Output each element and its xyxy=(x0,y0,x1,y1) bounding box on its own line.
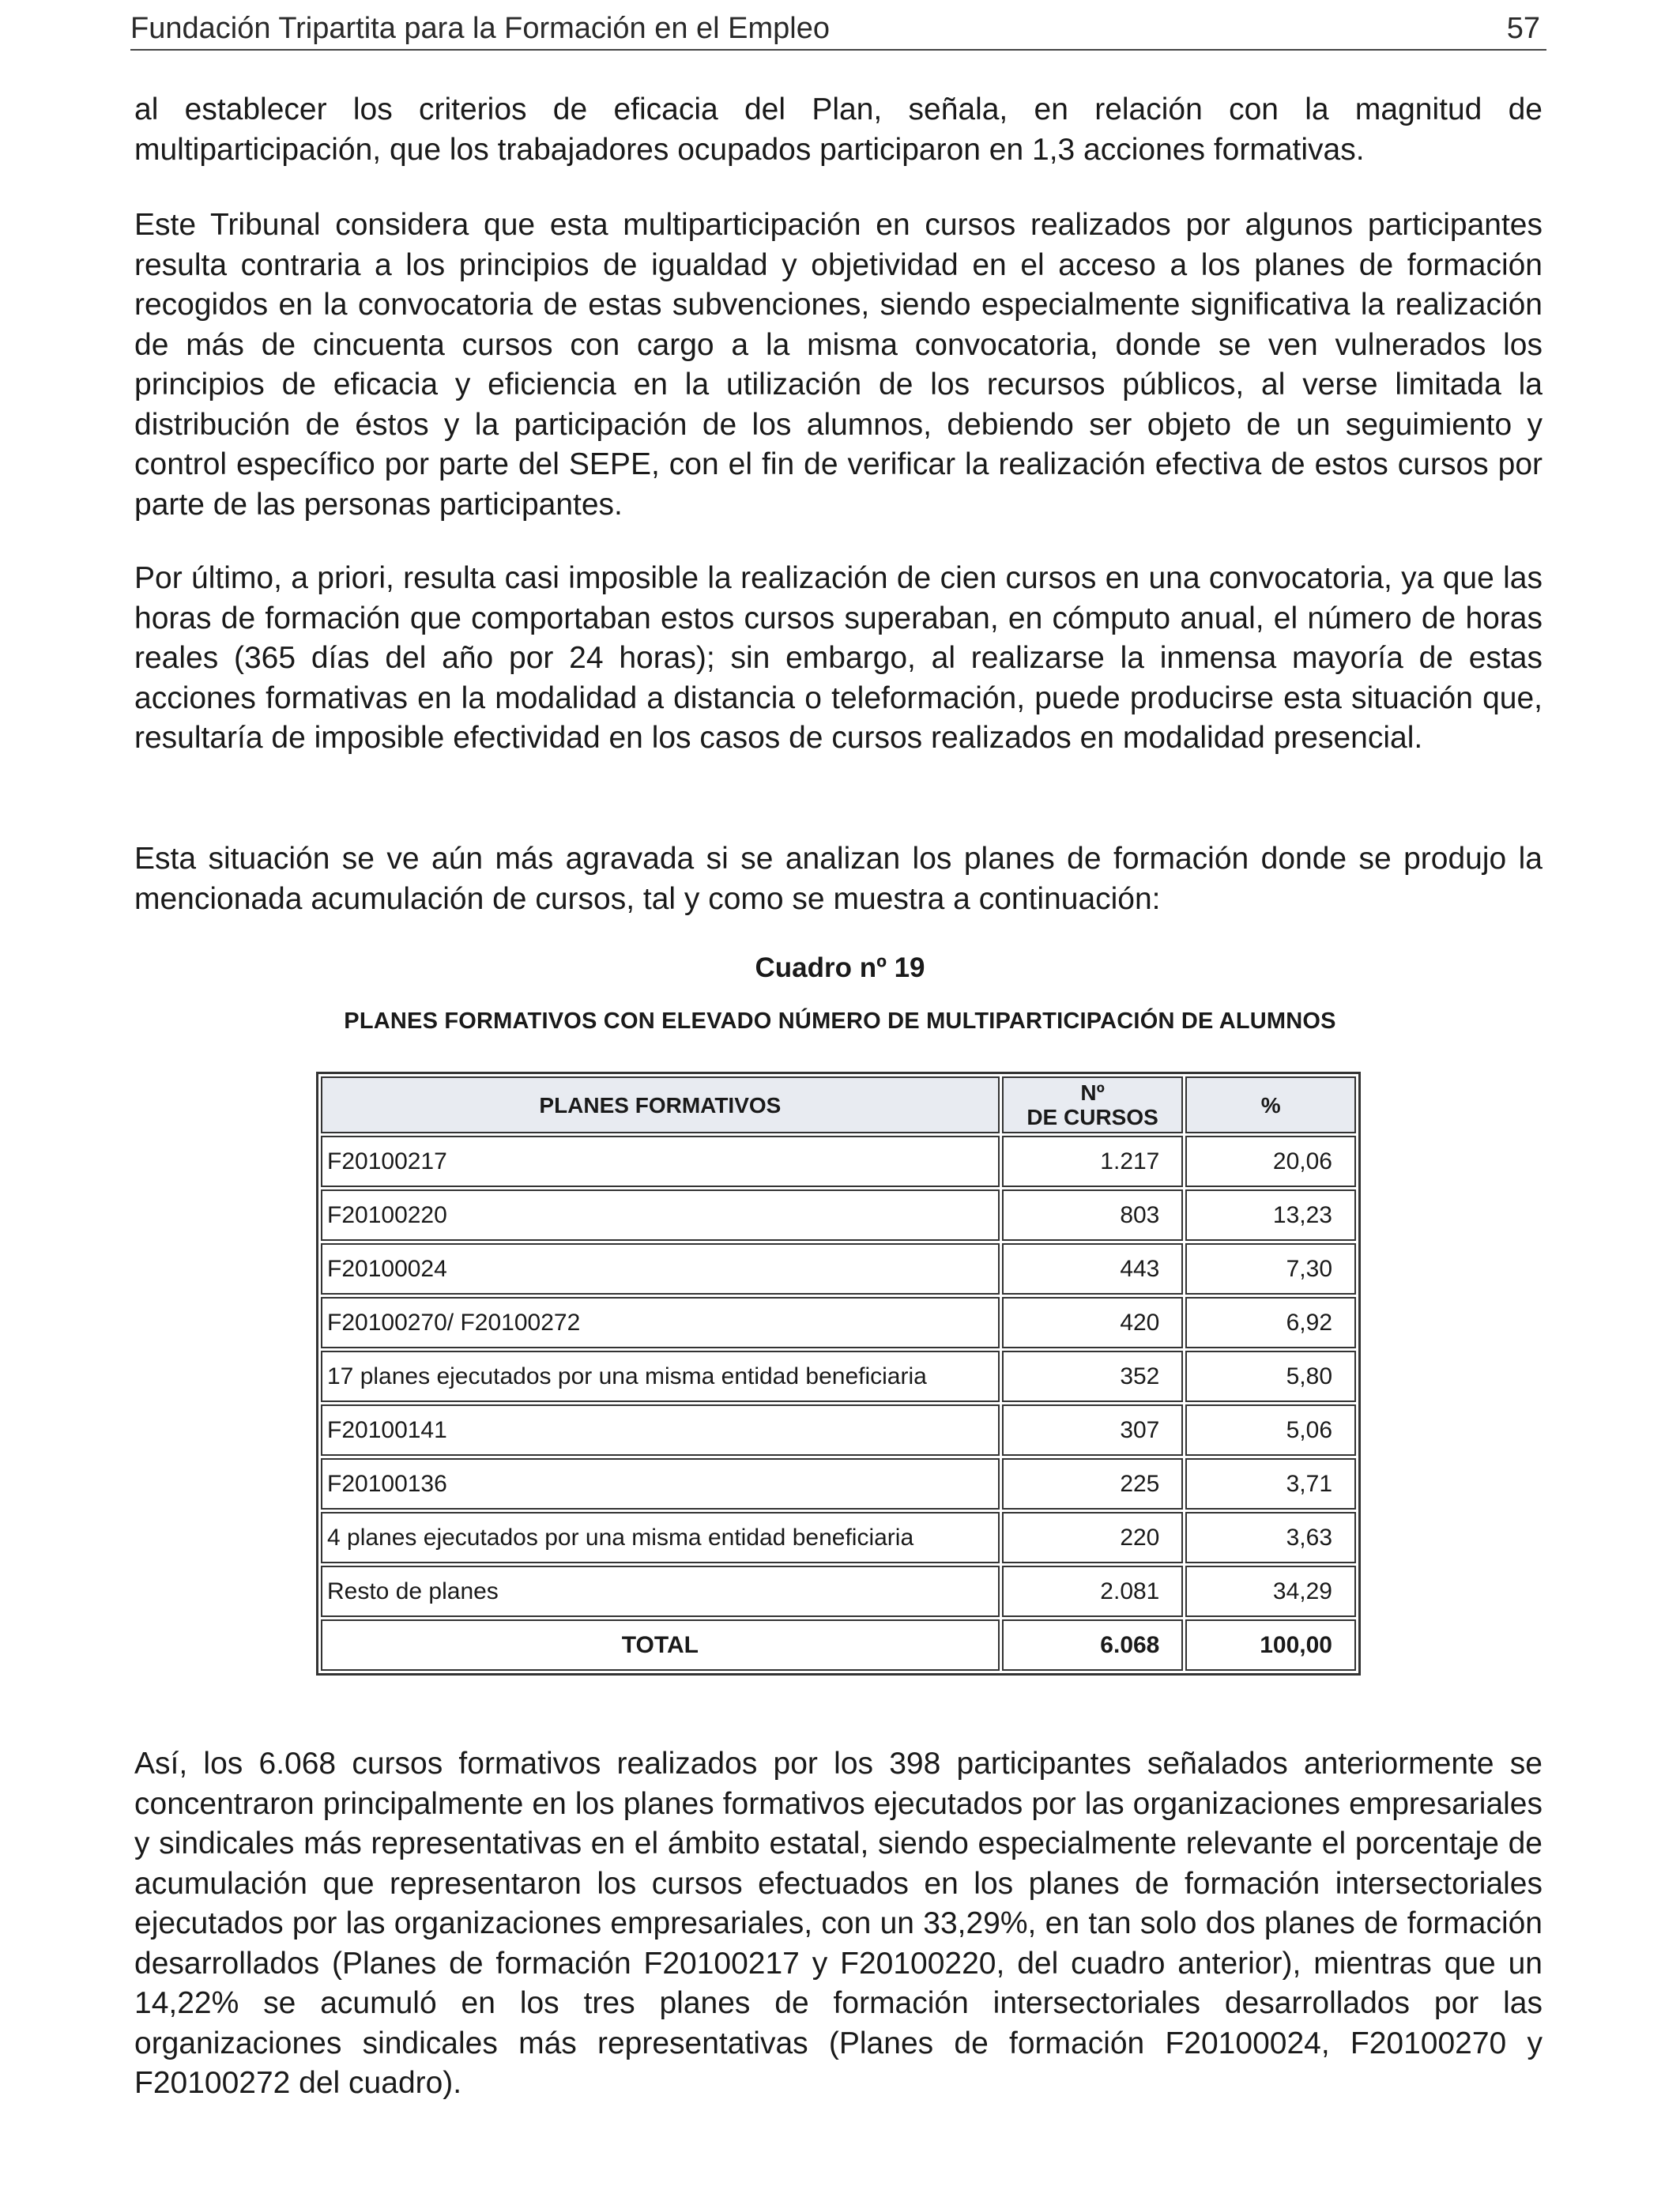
page-header xyxy=(130,8,1546,51)
table-row xyxy=(321,1512,1356,1563)
cell-percent: 5,06 xyxy=(1185,1404,1356,1456)
cell-plan: F20100141 xyxy=(321,1404,1000,1456)
cell-courses: 803 xyxy=(1002,1189,1184,1241)
paragraph-4: Esta situación se ve aún más agravada si se analizan los planes de formación donde se produjo la mencionada acumulación de cursos, tal y como se muestra a continuación: xyxy=(134,842,1543,916)
cell-percent: 6,92 xyxy=(1185,1297,1356,1348)
table-row xyxy=(321,1404,1356,1456)
table-row xyxy=(321,1136,1356,1187)
table-container xyxy=(316,1072,1361,1676)
total-label: TOTAL xyxy=(321,1619,1000,1671)
cell-courses: 420 xyxy=(1002,1297,1184,1348)
paragraph-2: Este Tribunal considera que esta multiparticipación en cursos realizados por algunos participantes resulta contraria a los principios de igualdad y objetividad en el acceso a los planes de formación recogidos en la convocatoria de estas subvenciones, siendo especialmente significativa la realización de más de cincuenta cursos con cargo a la misma convocatoria, donde se ven vulnerados los principios de eficacia y eficiencia en la utilización de los recursos públicos, al verse limitada la distribución de éstos y la participación de los alumnos, debiendo ser objeto de un seguimiento y control específico por parte del SEPE, con el fin de verificar la realización efectiva de estos cursos por parte de las personas participantes. xyxy=(134,208,1543,522)
cell-courses: 443 xyxy=(1002,1243,1184,1295)
cell-courses: 307 xyxy=(1002,1404,1184,1456)
cell-percent: 5,80 xyxy=(1185,1351,1356,1402)
table-subtitle: PLANES FORMATIVOS CON ELEVADO NÚMERO DE MULTIPARTICIPACIÓN DE ALUMNOS xyxy=(344,1008,1336,1034)
cell-courses: 220 xyxy=(1002,1512,1184,1563)
cell-percent: 3,71 xyxy=(1185,1458,1356,1510)
table-row xyxy=(321,1297,1356,1348)
header-courses xyxy=(1002,1076,1184,1133)
cell-courses: 1.217 xyxy=(1002,1136,1184,1187)
cell-plan: Resto de planes xyxy=(321,1566,1000,1617)
cell-percent: 34,29 xyxy=(1185,1566,1356,1617)
cell-courses: 2.081 xyxy=(1002,1566,1184,1617)
total-percent: 100,00 xyxy=(1185,1619,1356,1671)
paragraph-1: al establecer los criterios de eficacia del Plan, señala, en relación con la magnitud de multiparticipación, que los trabajadores ocupados participaron en 1,3 acciones formativas. xyxy=(134,92,1543,167)
cell-plan: F20100024 xyxy=(321,1243,1000,1295)
table-total-row xyxy=(321,1619,1356,1671)
cell-plan: 4 planes ejecutados por una misma entidad beneficiaria xyxy=(321,1512,1000,1563)
cell-plan: F20100136 xyxy=(321,1458,1000,1510)
paragraph-3: Por último, a priori, resulta casi imposible la realización de cien cursos en una convocatoria, ya que las horas de formación que comportaban estos cursos superaban, en cómputo anual, el número de horas reales (365 días del año por 24 horas); sin embargo, al realizarse la inmensa mayoría de estas acciones formativas en la modalidad a distancia o teleformación, puede producirse esta situación que, resultaría de imposible efectividad en los casos de cursos realizados en modalidad presencial. xyxy=(134,561,1543,755)
paragraph-5: Así, los 6.068 cursos formativos realizados por los 398 participantes señalados anteriormente se concentraron principalmente en los planes formativos ejecutados por las organizaciones empresariales y sindicales más representativas en el ámbito estatal, siendo especialmente relevante el porcentaje de acumulación que representaron los cursos efectuados en los planes de formación intersectoriales ejecutados por las organizaciones empresariales, con un 33,29%, en tan solo dos planes de formación desarrollados (Planes de formación F20100217 y F20100220, del cuadro anterior), mientras que un 14,22% se acumuló en los tres planes de formación intersectoriales desarrollados por las organizaciones sindicales más representativas (Planes de formación F20100024, F20100270 y F20100272 del cuadro). xyxy=(134,1747,1543,2100)
table-row xyxy=(321,1243,1356,1295)
cell-courses: 352 xyxy=(1002,1351,1184,1402)
table-row xyxy=(321,1566,1356,1617)
cell-plan: 17 planes ejecutados por una misma entidad beneficiaria xyxy=(321,1351,1000,1402)
total-courses: 6.068 xyxy=(1002,1619,1184,1671)
table-row xyxy=(321,1458,1356,1510)
cell-courses: 225 xyxy=(1002,1458,1184,1510)
header-percent: % xyxy=(1185,1076,1356,1133)
header-plan: PLANES FORMATIVOS xyxy=(321,1076,1000,1133)
cell-plan: F20100217 xyxy=(321,1136,1000,1187)
cell-plan: F20100270/ F20100272 xyxy=(321,1297,1000,1348)
cell-percent: 3,63 xyxy=(1185,1512,1356,1563)
cell-percent: 13,23 xyxy=(1185,1189,1356,1241)
cell-percent: 7,30 xyxy=(1185,1243,1356,1295)
cell-percent: 20,06 xyxy=(1185,1136,1356,1187)
table-caption: Cuadro nº 19 xyxy=(755,952,925,983)
table-row xyxy=(321,1189,1356,1241)
plans-table xyxy=(316,1072,1361,1676)
header-courses-line1: Nº xyxy=(1080,1080,1105,1105)
table-row xyxy=(321,1351,1356,1402)
header-title: Fundación Tripartita para la Formación en el Empleo xyxy=(130,11,831,45)
header-courses-line2: DE CURSOS xyxy=(1026,1105,1158,1129)
table-header-row xyxy=(321,1076,1356,1133)
cell-plan: F20100220 xyxy=(321,1189,1000,1241)
page-number: 57 xyxy=(1506,11,1540,45)
